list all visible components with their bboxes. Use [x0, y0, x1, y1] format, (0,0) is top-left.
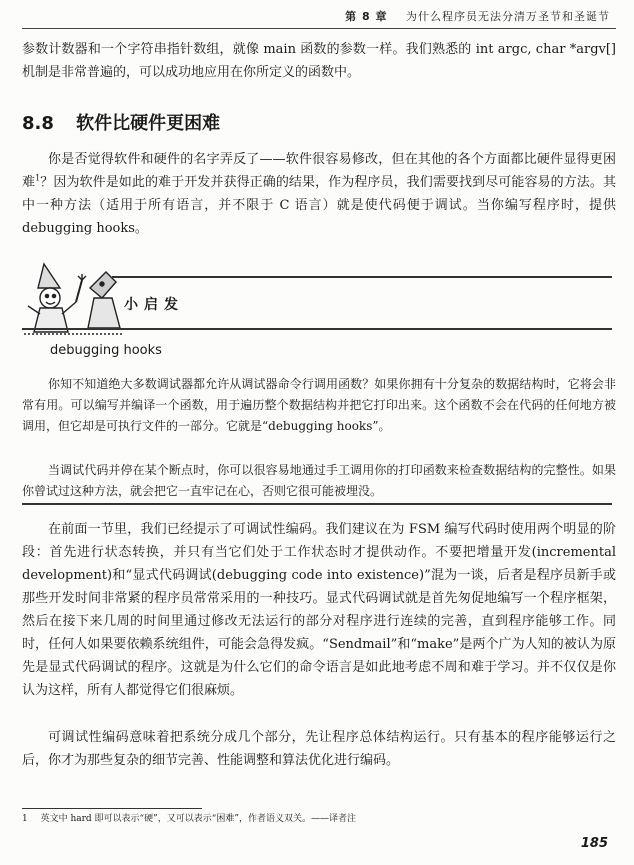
- section-heading: [22, 109, 220, 135]
- tip-paragraph-2: 当调试代码并停在某个断点时，你可以很容易地通过手工调用你的打印函数来检查数据结构的完整性。如果你曾试过这种方法，就会把它一直牢记在心，否则它很可能被埋没。: [22, 463, 616, 498]
- section-title: 软件比硬件更困难: [76, 113, 221, 134]
- section-paragraph: [22, 148, 616, 240]
- tip-paragraph-1: 你知不知道绝大多数调试器都允许从调试器命令行调用函数？如果你拥有十分复杂的数据结构时，它将会非常有用。可以编写并编译一个函数，用于遍历整个数据结构并把它打印出来。这个函数不会在代码的任何地方被调用，但它却是可执行文件的一部分。它就是“debugging hooks”。: [22, 377, 616, 433]
- tip-rule-top: [112, 276, 612, 278]
- header-rule: [22, 28, 616, 29]
- running-header: [345, 8, 610, 24]
- footnote-mark: 1: [22, 814, 28, 824]
- body-paragraph-2: 可调试性编码意味着把系统分成几个部分，先让程序总体结构运行。只有基本的程序能够运行之后，你才为那些复杂的细节完善、性能调整和算法优化进行编码。: [22, 730, 616, 768]
- tip-rule-end: [22, 503, 612, 505]
- wizard-mascot-icon: [24, 258, 124, 338]
- header-chapter: 第 8 章: [345, 10, 388, 23]
- section-paragraph-text-a: 你是否觉得软件和硬件的名字弄反了——软件很容易修改，但在其他的各个方面都比硬件显得更困难: [22, 152, 616, 190]
- tip-title: 小启发: [124, 297, 184, 313]
- footnote-rule: [22, 808, 202, 809]
- section-number: 8.8: [22, 113, 54, 134]
- section-paragraph-text-b: ？因为软件是如此的难于开发并获得正确的结果，作为程序员，我们需要找到尽可能容易的方法。其中一种方法（适用于所有语言，并不限于 C 语言）就是使代码便于调试。当你编写程序时，提供 debugging hooks。: [22, 175, 616, 236]
- footnote-text: 英文中 hard 即可以表示“硬”，又可以表示“困难”，作者语义双关。——译者注: [40, 814, 356, 824]
- intro-paragraph: 参数计数器和一个字符串指针数组，就像 main 函数的参数一样。我们熟悉的 int argc, char *argv[]机制是非常普遍的，可以成功地应用在你所定义的函数中。: [22, 42, 616, 80]
- tip-subtitle: debugging hooks: [50, 343, 162, 358]
- header-chapter-title: 为什么程序员无法分清万圣节和圣诞节: [406, 10, 610, 23]
- footnote-reference: 1: [35, 173, 41, 183]
- tip-rule-bottom: [22, 328, 612, 330]
- page-number: 185: [580, 836, 608, 851]
- body-paragraph-1: 在前面一节里，我们已经提示了可调试性编码。我们建议在为 FSM 编写代码时使用两个明显的阶段：首先进行状态转换，并只有当它们处于工作状态时才提供动作。不要把增量开发(incremental development)和“显式代码调试(debugging code into existence)”混为一谈，后者是程序员新手或那些开发时间非常紧的程序员常常采用的一种技巧。显式代码调试就是首先匆促地编写一个程序框架，然后在接下来几周的时间里通过修改无法运行的部分对程序进行连续的完善，直到程序能够工作。同时，任何人如果要依赖系统组件，可能会急得发疯。“Sendmail”和“make”是两个广为人知的被认为原先是显式代码调试的程序。这就是为什么它们的命令语言是如此地考虑不周和难于学习。并不仅仅是你认为这样，所有人都觉得它们很麻烦。: [22, 522, 616, 698]
- footnote: [22, 812, 612, 826]
